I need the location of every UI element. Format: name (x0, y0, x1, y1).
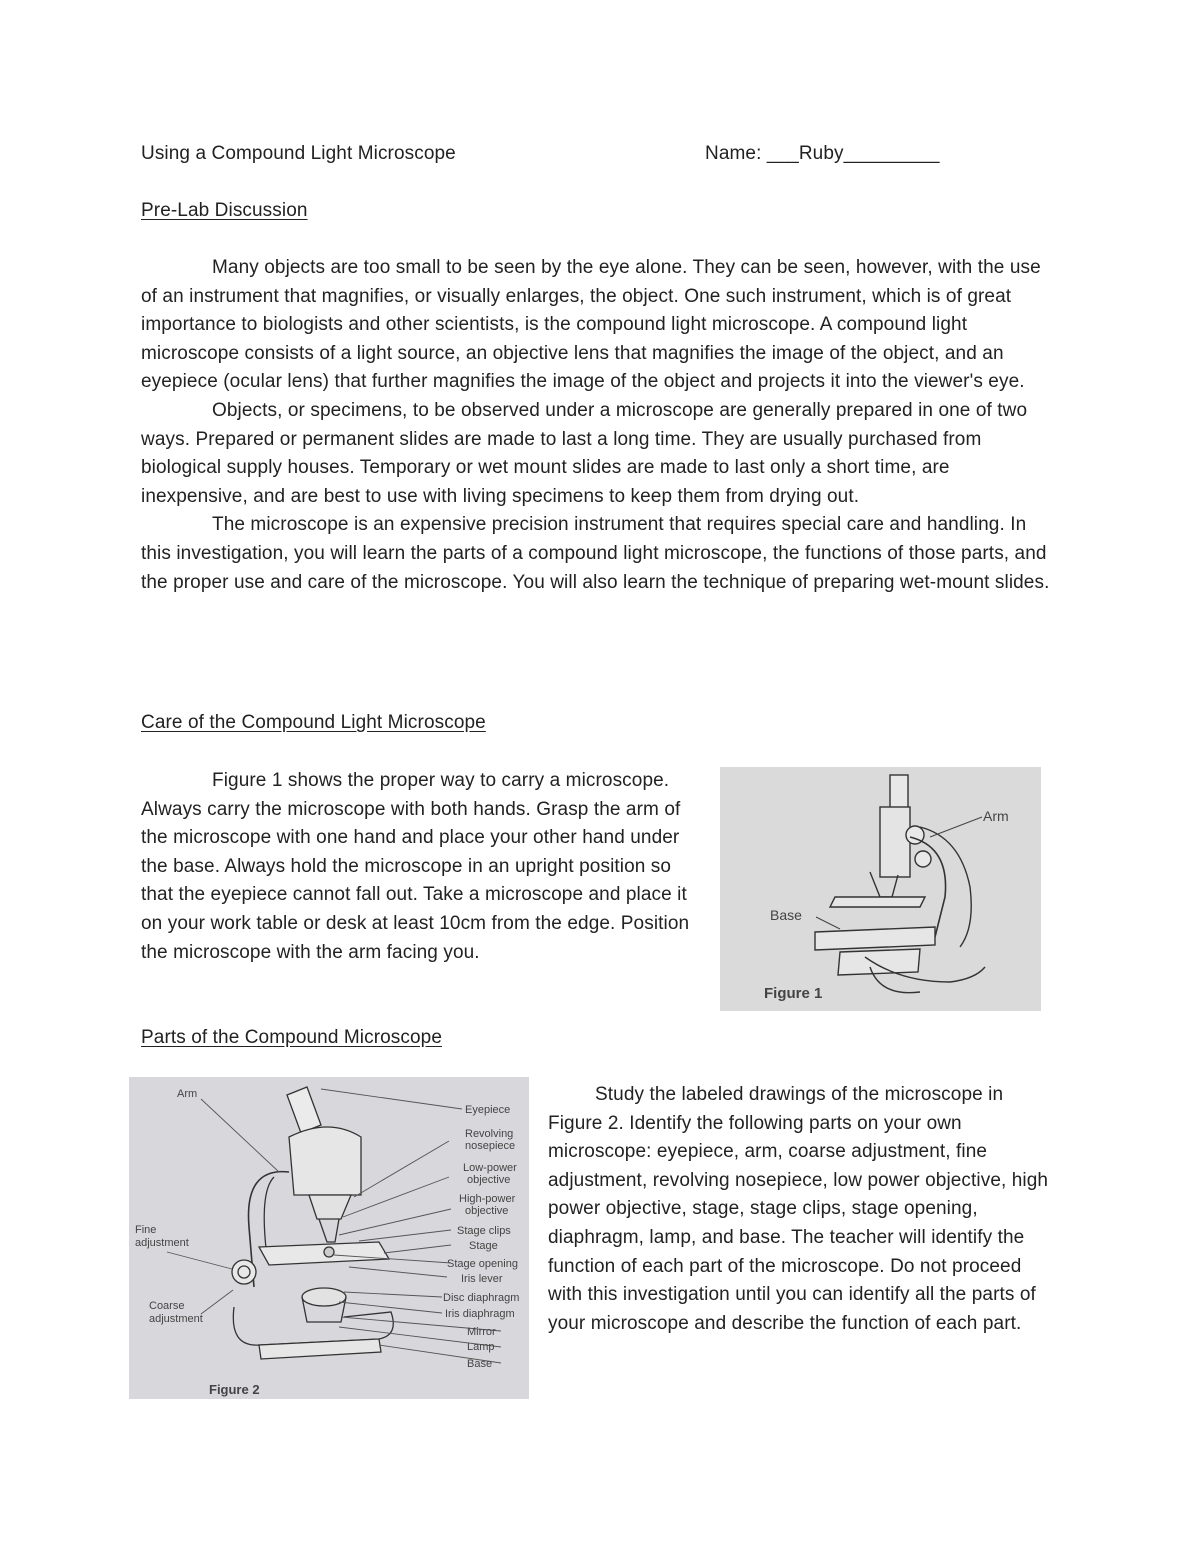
figure-2-label-fine-2: adjustment (135, 1237, 189, 1249)
parts-paragraph: Study the labeled drawings of the microscope in Figure 2. Identify the following parts on your own microscope: eyepiece, arm, coarse adjustment, fine adjustment, revolving nosepiece, low power objective, high power objective, stage, stage clips, stage opening, diaphragm, lamp, and base. The teacher will identify the function of each part of the microscope. Do not proceed with this investigation until you can identify all the parts of your microscope and describe the function of each part. (548, 1084, 1049, 1334)
figure-2-image (129, 1077, 529, 1399)
figure-2-label-lamp: Lamp (467, 1341, 495, 1353)
parts-heading: Parts of the Compound Microscope (141, 1027, 443, 1048)
figure-2-label-highpower-1: High-power (459, 1193, 516, 1205)
figure-2-label-stage-opening: Stage opening (447, 1258, 518, 1270)
prelab-body (141, 254, 1057, 597)
figure-2-label-arm: Arm (177, 1088, 198, 1100)
figure-2-label-highpower-2: objective (465, 1205, 509, 1217)
prelab-paragraph-3: The microscope is an expensive precision instrument that requires special care and handling. In this investigation, you will learn the parts of a compound light microscope, the functions of those parts, and the proper use and care of the microscope. You will also learn the technique of preparing wet-mount slides. (141, 514, 1050, 593)
figure-2-label-lowpower-1: Low-power (463, 1162, 517, 1174)
prelab-paragraph-1: Many objects are too small to be seen by the eye alone. They can be seen, however, with the use of an instrument that magnifies, or visually enlarges, the object. One such instrument, which is of great importance to biologists and other scientists, is the compound light microscope. A compound light microscope consists of a light source, an objective lens that magnifies the image of the object, and an eyepiece (ocular lens) that further magnifies the image of the object and projects it into the viewer's eye. (141, 257, 1041, 393)
figure-2-label-coarse-1: Coarse (149, 1300, 185, 1312)
figure-1-base-label: Base (770, 907, 802, 923)
figure-2-label-eyepiece: Eyepiece (465, 1104, 511, 1116)
prelab-heading: Pre-Lab Discussion (141, 200, 308, 221)
figure-2-drawing (129, 1077, 529, 1399)
figure-2-label-base: Base (467, 1358, 493, 1370)
figure-2-label-iris-diaphragm: Iris diaphragm (445, 1308, 515, 1320)
figure-2-label-iris-lever: Iris lever (461, 1273, 503, 1285)
care-paragraph: Figure 1 shows the proper way to carry a microscope. Always carry the microscope with both hands. Grasp the arm of the microscope with one hand and place your other hand under the base. Always hold the microscope in an upright position so that the eyepiece cannot fall out. Take a microscope and place it on your work table or desk at least 10cm from the edge. Position the microscope with the arm facing you. (141, 770, 690, 963)
document-title: Using a Compound Light Microscope (141, 143, 456, 164)
name-field: Name: ___Ruby_________ (705, 143, 940, 164)
figure-2-label-stage: Stage (469, 1240, 498, 1252)
figure-2-label-coarse-2: adjustment (149, 1313, 203, 1325)
figure-2-label-mirror: Mirror (467, 1326, 496, 1338)
figure-1-image (720, 767, 1041, 1011)
figure-2-label-disc-diaphragm: Disc diaphragm (443, 1292, 520, 1304)
figure-2-label-lowpower-2: objective (467, 1174, 511, 1186)
figure-1-arm-label: Arm (983, 808, 1009, 824)
care-body (141, 767, 706, 967)
figure-2-caption: Figure 2 (209, 1382, 260, 1397)
figure-1-drawing (720, 767, 1041, 1011)
prelab-paragraph-2: Objects, or specimens, to be observed under a microscope are generally prepared in one of two ways. Prepared or permanent slides are made to last a long time. They are usually purchased from biological supply houses. Temporary or wet mount slides are made to last only a short time, are inexpensive, and are best to use with living specimens to keep them from drying out. (141, 399, 1028, 507)
figure-2-label-stage-clips: Stage clips (457, 1225, 511, 1237)
parts-body (548, 1081, 1060, 1338)
care-heading: Care of the Compound Light Microscope (141, 712, 486, 733)
figure-2-label-revolving-2: nosepiece (465, 1140, 516, 1152)
figure-2-label-fine-1: Fine (135, 1224, 157, 1236)
figure-2-label-revolving-1: Revolving (465, 1128, 514, 1140)
figure-1-caption: Figure 1 (764, 985, 823, 1002)
